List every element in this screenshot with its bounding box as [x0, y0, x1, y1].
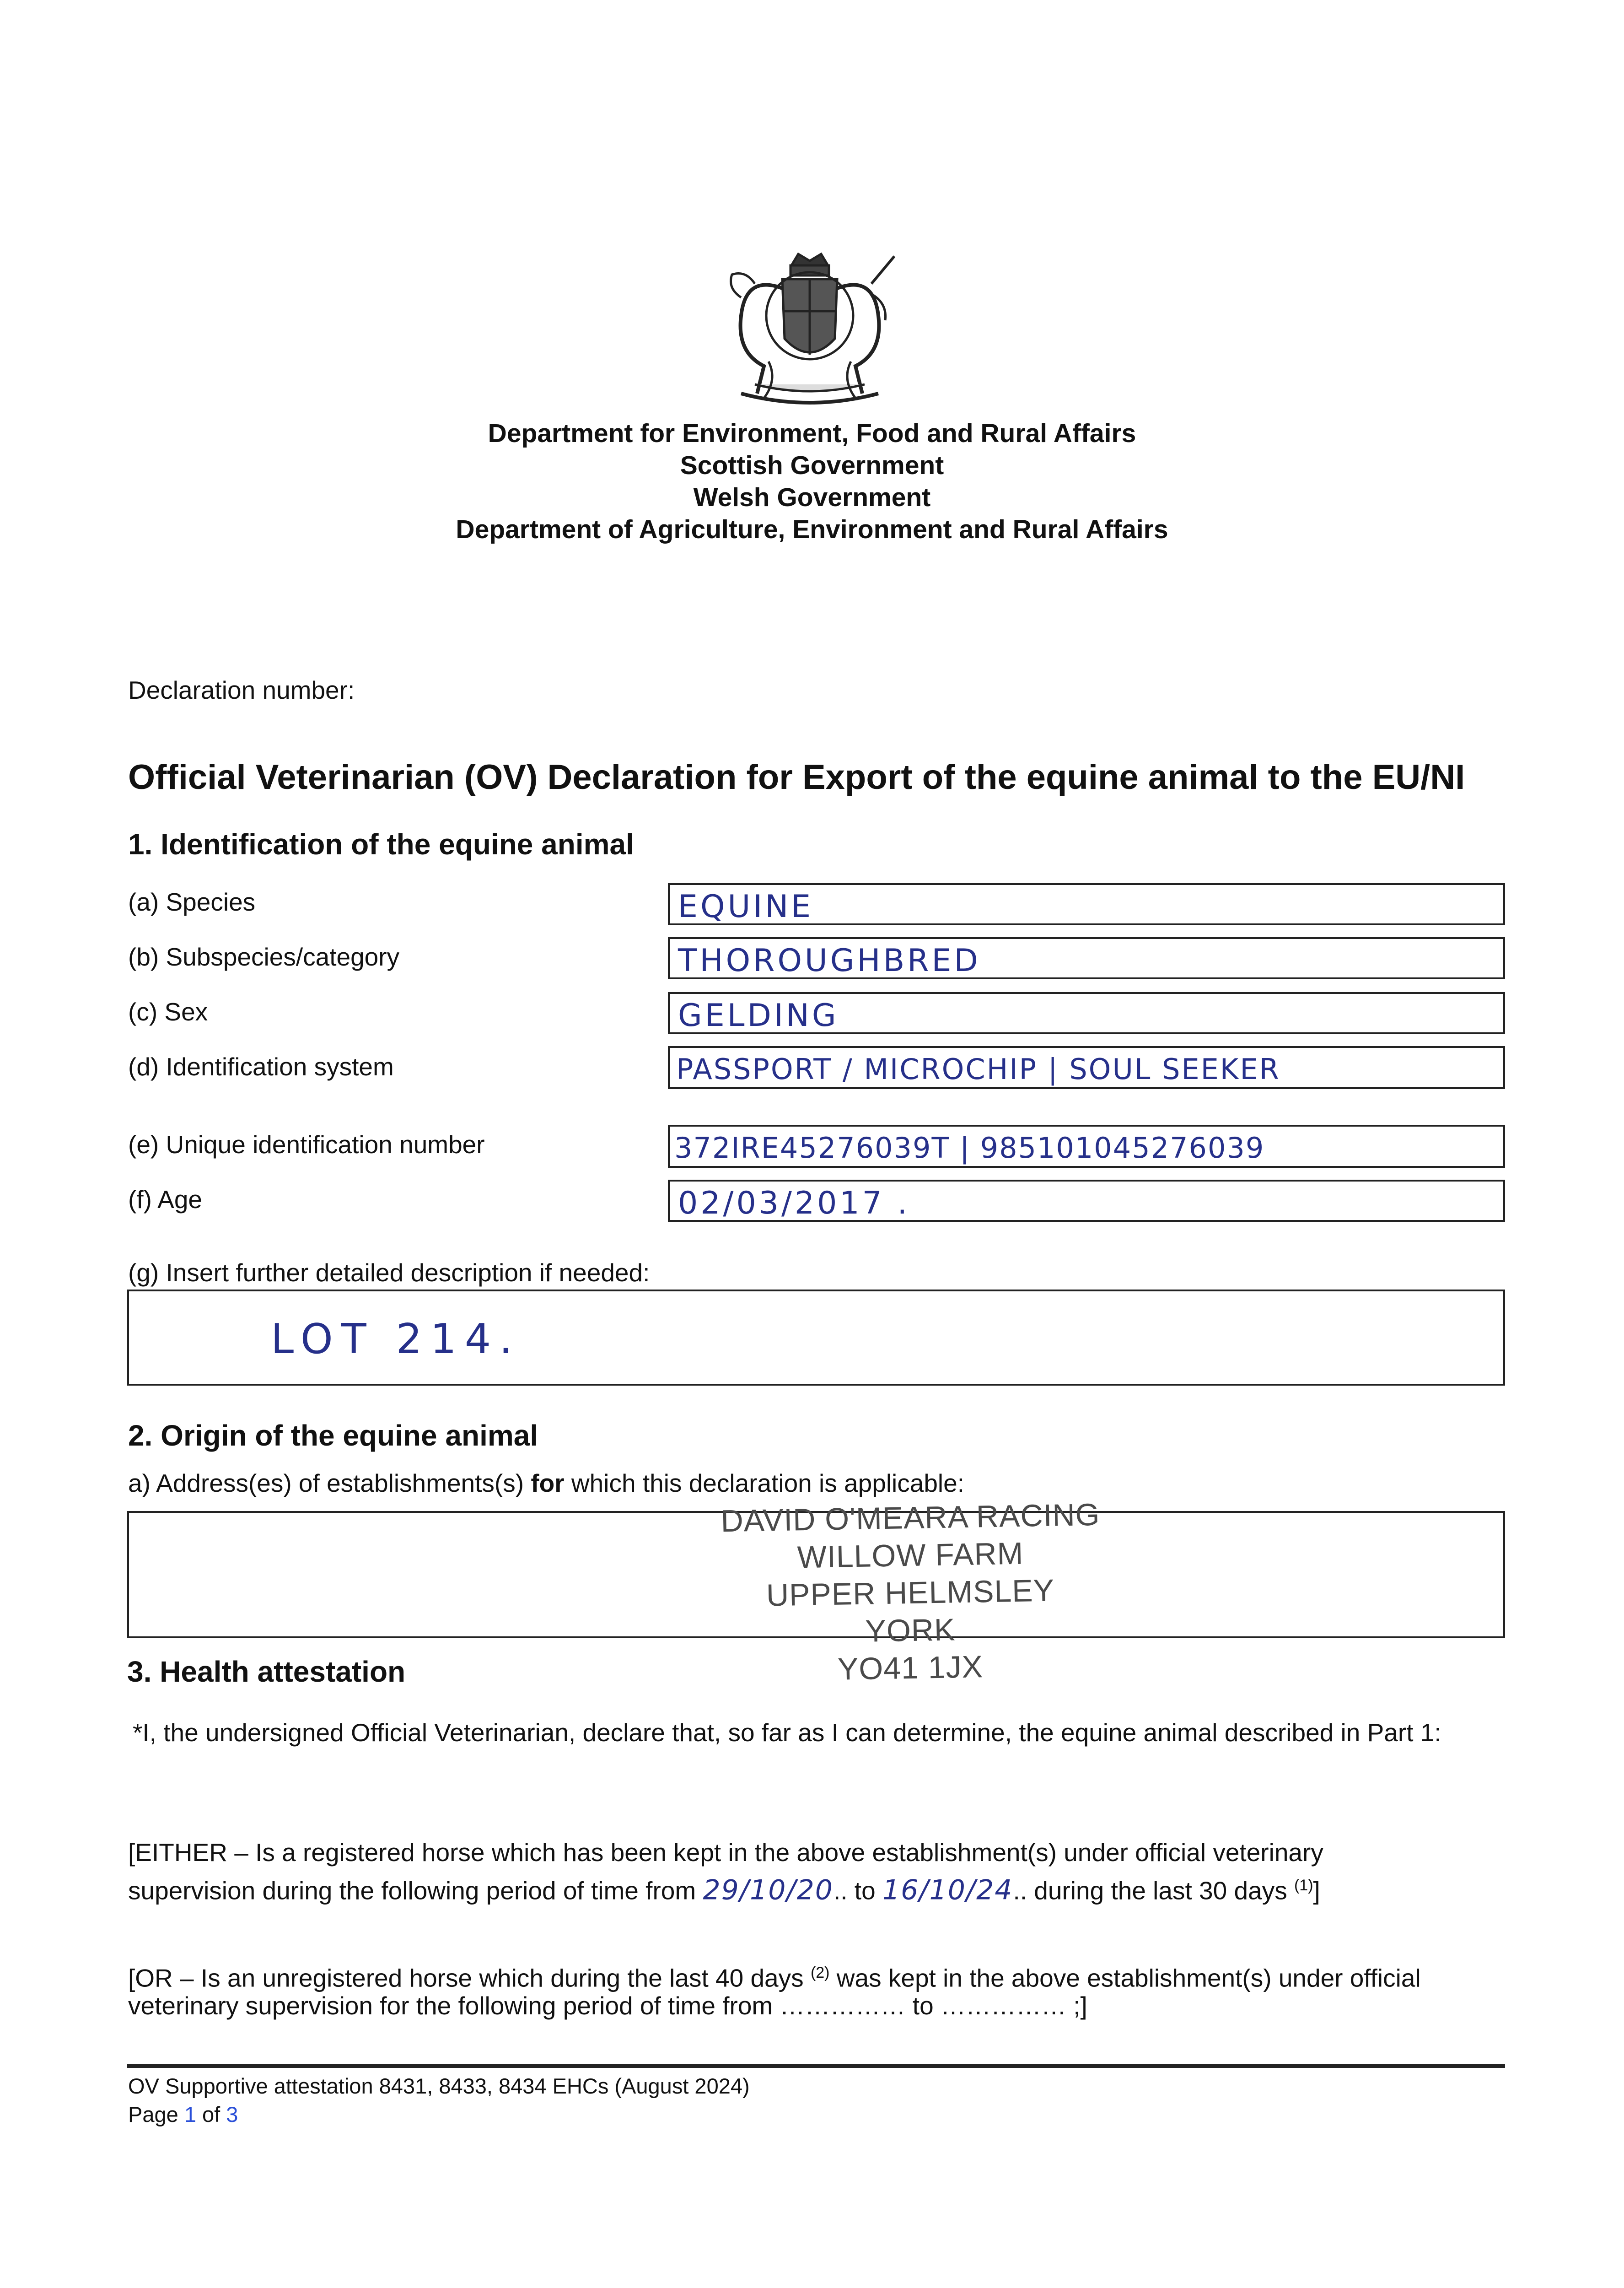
field-label-identification-system: (d) Identification system — [128, 1052, 394, 1081]
either-text-mid: .. to — [833, 1876, 882, 1905]
section-2-heading: 2. Origin of the equine animal — [128, 1419, 538, 1452]
stamp-line-3: UPPER HELMSLEY — [766, 1573, 1055, 1613]
footer-page-word: Page — [128, 2102, 184, 2126]
department-line-4: Department of Agriculture, Environment and Rural Affairs — [456, 515, 1168, 544]
species-field[interactable] — [668, 883, 1505, 925]
sex-value: GELDING — [678, 998, 839, 1034]
age-field[interactable] — [668, 1180, 1505, 1222]
unique-id-value: 372IRE45276039T | 985101045276039 — [674, 1131, 1265, 1165]
stamp-line-5: YO41 1JX — [837, 1649, 984, 1687]
footer-of-word: of — [196, 2102, 226, 2126]
either-line-2 — [128, 1869, 1505, 1907]
unique-id-field[interactable] — [668, 1125, 1505, 1168]
either-text-end: .. during the last 30 days — [1013, 1876, 1294, 1905]
further-description-label: (g) Insert further detailed description if needed: — [128, 1258, 650, 1287]
species-value: EQUINE — [678, 889, 814, 925]
footer-page-number: 1 — [184, 2102, 196, 2126]
address-label — [128, 1467, 964, 1500]
department-line-2: Scottish Government — [680, 451, 944, 480]
stamp-line-1: DAVID O'MEARA RACING — [720, 1497, 1101, 1539]
further-description-value: LOT 214. — [271, 1315, 521, 1363]
health-intro-text: *I, the undersigned Official Veterinarian, declare that, so far as I can determine, the equine animal described in Part 1: — [133, 1718, 1441, 1747]
or-text-b: was kept in the above establishment(s) under official — [829, 1964, 1421, 1992]
declaration-number-label: Declaration number: — [128, 676, 355, 704]
department-line-1: Department for Environment, Food and Rural Affairs — [488, 419, 1136, 448]
address-label-post: which this declaration is applicable: — [564, 1469, 965, 1497]
royal-coat-of-arms-logo — [714, 247, 906, 412]
footer-divider — [127, 2064, 1505, 2068]
or-line-2: veterinary supervision for the following period of time from …………… to …………… ;] — [128, 1991, 1087, 2020]
subspecies-value: THOROUGHBRED — [678, 943, 981, 979]
either-line-1: [EITHER – Is a registered horse which has been kept in the above establishment(s) under official veterinary — [128, 1838, 1323, 1867]
address-stamp — [636, 1499, 1185, 1687]
field-label-age: (f) Age — [128, 1185, 203, 1214]
sex-field[interactable] — [668, 992, 1505, 1034]
field-label-subspecies: (b) Subspecies/category — [128, 943, 400, 971]
age-value: 02/03/2017 . — [678, 1185, 910, 1221]
either-close: ] — [1313, 1876, 1320, 1905]
further-description-field[interactable] — [127, 1290, 1505, 1386]
section-1-heading: 1. Identification of the equine animal — [128, 828, 634, 861]
field-label-unique-id: (e) Unique identification number — [128, 1130, 485, 1159]
footer-page-indicator — [128, 2100, 238, 2129]
field-label-species: (a) Species — [128, 888, 256, 916]
identification-system-value: PASSPORT / MICROCHIP | SOUL SEEKER — [676, 1052, 1280, 1086]
section-3-heading: 3. Health attestation — [127, 1655, 406, 1688]
either-to-date: 16/10/24 — [882, 1874, 1013, 1906]
footer-line-1: OV Supportive attestation 8431, 8433, 8434 EHCs (August 2024) — [128, 2074, 750, 2098]
footer-page-total: 3 — [226, 2102, 238, 2126]
stamp-line-2: WILLOW FARM — [797, 1536, 1024, 1575]
or-line-1 — [128, 1956, 1505, 1994]
subspecies-field[interactable] — [668, 937, 1505, 979]
department-line-3: Welsh Government — [693, 483, 931, 512]
address-label-bold: for — [531, 1469, 565, 1497]
stamp-line-4: YORK — [865, 1612, 956, 1649]
either-text-a: supervision during the following period of time from — [128, 1876, 703, 1905]
or-text-a: [OR – Is an unregistered horse which during the last 40 days — [128, 1964, 811, 1992]
field-label-sex: (c) Sex — [128, 998, 208, 1026]
identification-system-field[interactable] — [668, 1046, 1505, 1089]
or-footnote-ref: (2) — [810, 1964, 830, 1981]
address-label-pre: a) Address(es) of establishments(s) — [128, 1469, 531, 1497]
page-title: Official Veterinarian (OV) Declaration for Export of the equine animal to the EU/NI — [128, 758, 1465, 797]
either-footnote-ref: (1) — [1294, 1877, 1313, 1894]
either-from-date: 29/10/20 — [703, 1874, 834, 1906]
